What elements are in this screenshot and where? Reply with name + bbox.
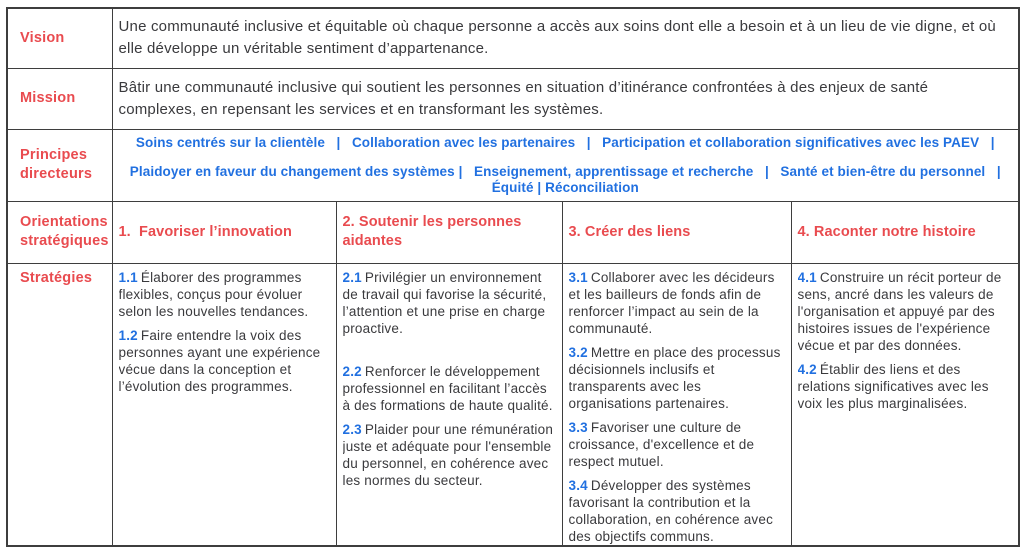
- strategy-text: Renforcer le développement professionnel en facilitant l’accès à des formations de haute qualité.: [342, 363, 553, 413]
- strategy-item-4-1: [798, 269, 1011, 354]
- orientation-1-header: 1. Favoriser l’innovation: [112, 201, 336, 263]
- orientation-2-header: 2. Soutenir les personnes aidantes: [336, 201, 562, 263]
- strategy-item-4-2: [798, 361, 1011, 412]
- strategy-item-2-1: [343, 269, 554, 337]
- strategy-number: 3.3: [568, 419, 588, 435]
- vision-text: Une communauté inclusive et équitable où chaque personne a accès aux soins dont elle a besoin et à un lieu de vie digne, et où elle développe un véritable sentiment d’appartenance.: [112, 8, 1019, 68]
- vision-row-label: Vision: [7, 8, 112, 68]
- mission-row: [7, 68, 1019, 129]
- strategy-item-1-2: [119, 327, 328, 395]
- strategy-number: 3.1: [568, 269, 588, 285]
- guiding-principles-row-label: Principes directeurs: [7, 129, 112, 201]
- orientation-3-header: 3. Créer des liens: [562, 201, 791, 263]
- principles-line-3: Équité | Réconciliation: [491, 179, 639, 195]
- strategy-number: 3.4: [568, 477, 588, 493]
- principles-line-2: Plaidoyer en faveur du changement des systèmes | Enseignement, apprentissage et recherche | Santé et bien-être du personnel |: [129, 163, 1001, 179]
- strategy-text: Collaborer avec les décideurs et les bailleurs de fonds afin de renforcer l’impact au sein de la communauté.: [568, 269, 775, 336]
- strategic-orientations-row: [7, 201, 1019, 263]
- strategy-number: 2.3: [342, 421, 362, 437]
- strategies-column-2: [336, 263, 562, 546]
- strategic-plan-table: [6, 7, 1020, 547]
- strategy-number: 1.2: [118, 327, 138, 343]
- strategy-text: Mettre en place des processus décisionnels inclusifs et transparents avec les organisations partenaires.: [568, 344, 781, 411]
- strategies-column-4: [791, 263, 1019, 546]
- strategy-item-2-3: [343, 421, 554, 489]
- strategy-text: Favoriser une culture de croissance, d'excellence et de respect mutuel.: [568, 419, 755, 469]
- strategies-row: [7, 263, 1019, 546]
- strategy-number: 1.1: [118, 269, 138, 285]
- vision-row: [7, 8, 1019, 68]
- strategy-text: Établir des liens et des relations significatives avec les voix les plus marginalisées.: [797, 361, 989, 411]
- strategy-text: Privilégier un environnement de travail qui favorise la sécurité, l’attention et une prise en charge proactive.: [342, 269, 547, 336]
- strategy-item-3-1: [569, 269, 783, 337]
- mission-row-label: Mission: [7, 68, 112, 129]
- strategy-text: Construire un récit porteur de sens, ancré dans les valeurs de l'organisation et appuyé par des histoires issues de l'expérience vécue et par des données.: [797, 269, 1002, 353]
- strategy-number: 2.1: [342, 269, 362, 285]
- guiding-principles-row: [7, 129, 1019, 201]
- strategy-item-3-4: [569, 477, 783, 545]
- strategic-orientations-row-label: Orientations stratégiques: [7, 201, 112, 263]
- strategy-number: 2.2: [342, 363, 362, 379]
- strategy-item-1-1: [119, 269, 328, 320]
- strategy-number: 4.2: [797, 361, 817, 377]
- orientation-4-header: 4. Raconter notre histoire: [791, 201, 1019, 263]
- strategy-number: 4.1: [797, 269, 817, 285]
- strategy-item-3-2: [569, 344, 783, 412]
- strategy-text: Faire entendre la voix des personnes ayant une expérience vécue dans la conception et l’évolution des programmes.: [118, 327, 321, 394]
- strategy-text: Développer des systèmes favorisant la contribution et la collaboration, en cohérence avec des objectifs communs.: [568, 477, 774, 544]
- mission-text: Bâtir une communauté inclusive qui soutient les personnes en situation d’itinérance confrontées à des enjeux de santé complexes, en repensant les services et en transformant les systèmes.: [112, 68, 1019, 129]
- guiding-principles-text: [112, 129, 1019, 201]
- strategy-number: 3.2: [568, 344, 588, 360]
- strategy-text: Plaider pour une rémunération juste et adéquate pour l'ensemble du personnel, en cohérence avec les normes du secteur.: [342, 421, 554, 488]
- strategies-column-3: [562, 263, 791, 546]
- strategies-row-label: Stratégies: [7, 263, 112, 546]
- strategy-item-3-3: [569, 419, 783, 470]
- principles-line-1: Soins centrés sur la clientèle | Collaboration avec les partenaires | Participation et collaboration significatives avec les PAEV |: [135, 134, 995, 150]
- strategy-text: Élaborer des programmes flexibles, conçus pour évoluer selon les nouvelles tendances.: [118, 269, 309, 319]
- strategies-column-1: [112, 263, 336, 546]
- strategy-item-2-2: [343, 363, 554, 414]
